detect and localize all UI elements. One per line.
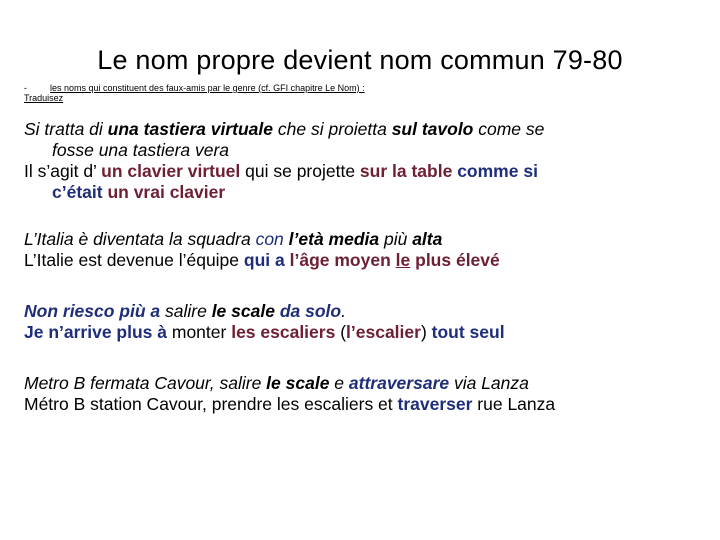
ex4-it-seg: attraversare <box>348 373 450 393</box>
ex2-it-seg: con <box>255 229 284 249</box>
note-text: les noms qui constituent des faux-amis par le genre (cf. GFI chapitre Le Nom) : <box>50 83 365 93</box>
example-1-french <box>24 161 664 182</box>
ex1-it-seg: che si proietta <box>273 119 392 139</box>
ex1-fr-seg: un vrai clavier <box>107 182 226 202</box>
example-1-italian-cont <box>24 140 664 161</box>
ex1-it-seg: fosse una tastiera vera <box>52 140 230 160</box>
ex1-it-seg: Si tratta di <box>24 119 108 139</box>
slide-title: Le nom propre devient nom commun 79-80 <box>97 45 623 75</box>
ex4-it-seg: Metro B fermata Cavour, salire <box>24 373 267 393</box>
example-3-french <box>24 322 664 343</box>
ex1-it-seg: sul tavolo <box>391 119 474 139</box>
ex3-fr-seg: ) <box>420 322 432 342</box>
ex2-it-seg: più <box>379 229 413 249</box>
ex1-fr-seg: c’était <box>52 182 103 202</box>
ex4-fr-seg: Métro B station Cavour, prendre les escaliers et <box>24 394 398 414</box>
ex3-it-seg: le scale <box>211 301 275 321</box>
ex3-fr-seg: l’escalier <box>346 322 421 342</box>
ex3-fr-seg: ( <box>335 322 347 342</box>
ex4-it-seg: e <box>329 373 349 393</box>
ex2-fr-seg: plus élevé <box>415 250 500 270</box>
ex2-it-seg: L’Italia è diventata la squadra <box>24 229 256 249</box>
example-2 <box>24 229 664 271</box>
note-dash: - <box>24 83 27 93</box>
ex1-fr-seg: comme si <box>457 161 538 181</box>
ex3-fr-seg: les escaliers <box>231 322 336 342</box>
example-3-italian <box>24 301 664 322</box>
ex1-fr-seg: un clavier virtuel <box>101 161 241 181</box>
example-4-french <box>24 394 664 415</box>
instruction-note <box>24 83 444 103</box>
example-1-french-cont <box>24 182 664 203</box>
ex1-fr-seg: Il s’agit d’ <box>24 161 102 181</box>
ex3-fr-seg: monter <box>167 322 232 342</box>
ex4-fr-seg: traverser <box>397 394 473 414</box>
ex4-it-seg: via Lanza <box>449 373 529 393</box>
ex1-fr-seg: sur la table <box>359 161 453 181</box>
example-1-italian <box>24 119 664 140</box>
example-1 <box>24 119 664 203</box>
ex3-fr-seg: tout seul <box>431 322 505 342</box>
ex3-it-seg: . <box>341 301 346 321</box>
ex3-it-seg: salire <box>160 301 212 321</box>
example-3 <box>24 301 664 343</box>
example-4 <box>24 373 664 415</box>
ex3-fr-seg: Je n’arrive plus à <box>24 322 167 342</box>
ex2-fr-seg: l’âge moyen <box>289 250 391 270</box>
ex2-it-seg: alta <box>412 229 443 249</box>
example-4-italian <box>24 373 664 394</box>
ex4-it-seg: le scale <box>266 373 330 393</box>
ex2-fr-seg: le <box>395 250 411 270</box>
ex2-fr-seg: qui a <box>243 250 285 270</box>
example-2-french <box>24 250 664 271</box>
ex4-fr-seg: rue Lanza <box>472 394 556 414</box>
note-traduisez: Traduisez <box>24 93 64 103</box>
ex1-it-seg: una tastiera virtuale <box>107 119 274 139</box>
ex2-fr-seg: L’Italie est devenue l’équipe <box>24 250 244 270</box>
ex2-it-seg: l’età media <box>288 229 380 249</box>
ex1-fr-seg: qui se projette <box>240 161 360 181</box>
ex3-it-seg: da solo <box>279 301 342 321</box>
ex3-it-seg: Non riesco più a <box>24 301 161 321</box>
example-2-italian <box>24 229 664 250</box>
ex1-it-seg: come se <box>473 119 545 139</box>
